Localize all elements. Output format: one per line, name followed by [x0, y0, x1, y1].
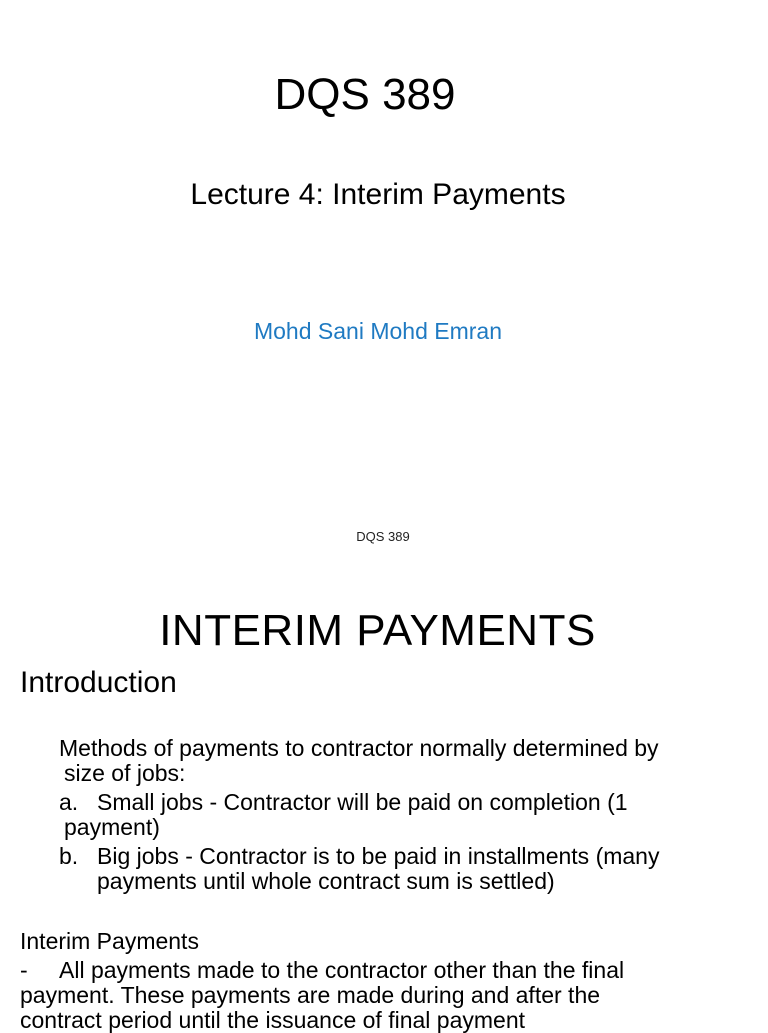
list-item-marker: b.	[59, 843, 79, 869]
list-item-text: payments until whole contract sum is settled)	[97, 868, 555, 894]
lecture-title: Lecture 4: Interim Payments	[190, 178, 566, 211]
section-title: INTERIM PAYMENTS	[159, 606, 596, 655]
course-code-title: DQS 389	[274, 70, 456, 119]
dash-bullet-marker: -	[20, 957, 28, 983]
author-name: Mohd Sani Mohd Emran	[253, 318, 502, 344]
content-slide	[0, 576, 768, 1033]
definition-text-line: contract period until the issuance of final payment	[20, 1007, 526, 1033]
intro-text-line: size of jobs:	[64, 760, 186, 786]
intro-text-line: Methods of payments to contractor normally determined by	[59, 735, 659, 761]
list-item-marker: a.	[59, 789, 79, 815]
list-item-text: payment)	[64, 814, 160, 840]
list-item-text: Small jobs - Contractor will be paid on completion (1	[97, 789, 628, 815]
introduction-heading: Introduction	[20, 666, 177, 699]
definition-text-line: All payments made to the contractor other than the final	[59, 957, 625, 983]
definition-text-line: payment. These payments are made during and after the	[20, 982, 601, 1008]
list-item-text: Big jobs - Contractor is to be paid in installments (many	[97, 843, 660, 869]
interim-payments-heading: Interim Payments	[20, 928, 199, 954]
slide-footer: DQS 389	[356, 529, 410, 544]
